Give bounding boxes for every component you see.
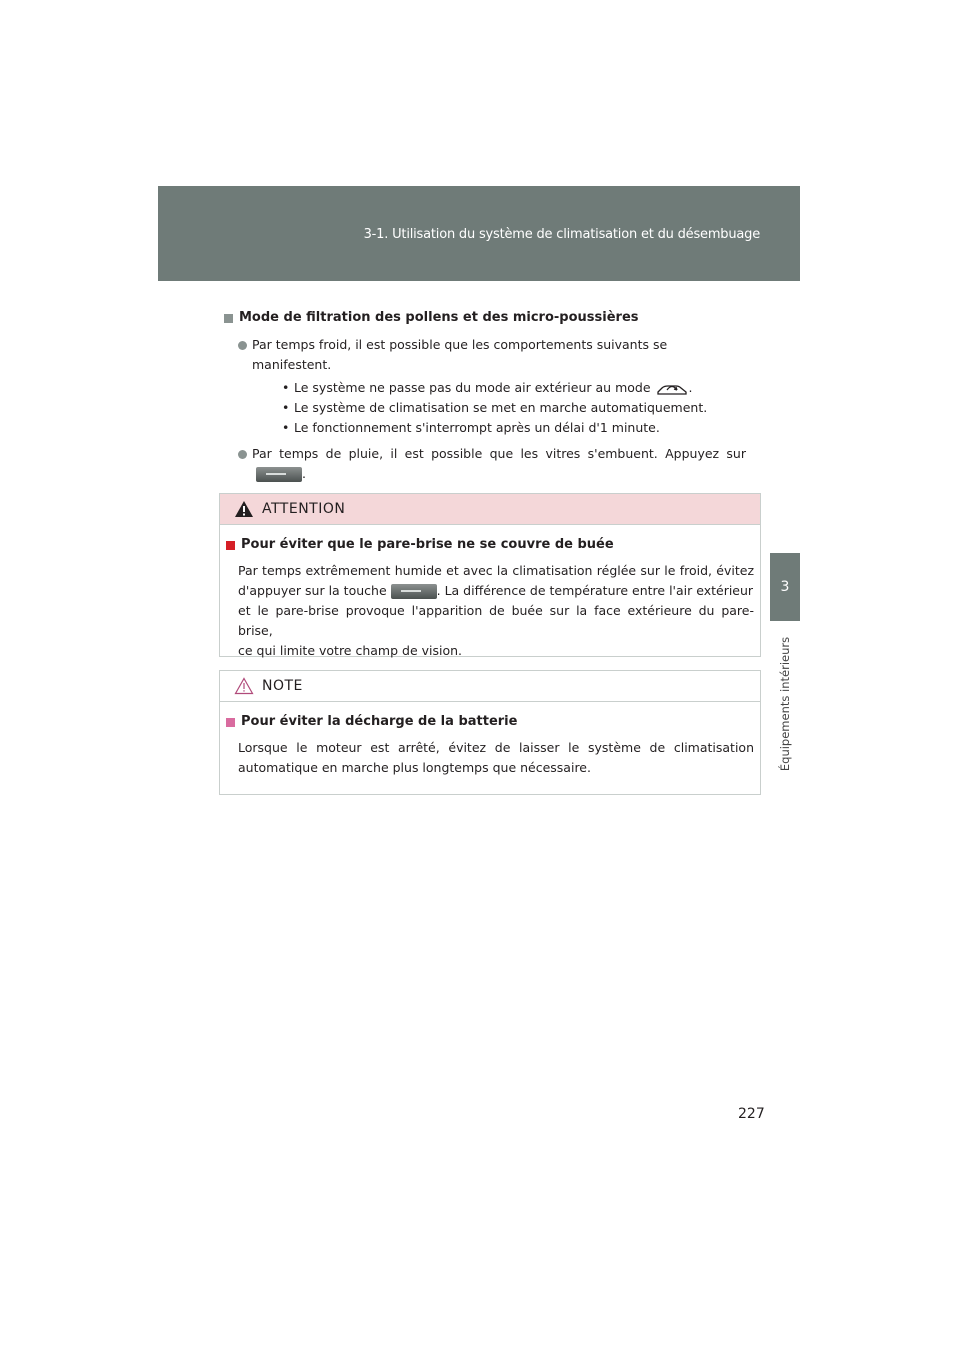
round-bullet-icon <box>238 450 247 459</box>
square-bullet-icon <box>224 314 233 323</box>
sub-list <box>252 378 746 438</box>
bullet-text-cold: Par temps froid, il est possible que les comportements suivants se manifestent. <box>252 337 668 372</box>
period: . <box>688 380 693 395</box>
chapter-tab-number: 3 <box>770 553 800 621</box>
attention-line-3: et le pare-brise provoque l'apparition de buée sur la face extérieure du pare-brise, <box>238 603 754 638</box>
attention-heading-text: Pour éviter que le pare-brise ne se couvre de buée <box>241 537 614 552</box>
sub-item-1 <box>252 378 746 398</box>
header-band <box>158 186 800 281</box>
attention-line-2 <box>238 581 754 601</box>
section-heading-text: Mode de filtration des pollens et des micro-poussières <box>239 310 639 325</box>
sub-item-1-text: Le système ne passe pas du mode air extérieur au mode <box>294 380 651 395</box>
bullet-item-cold <box>224 335 746 438</box>
sub-item-3 <box>252 418 746 438</box>
note-body <box>220 702 760 778</box>
chapter-tab-label <box>770 621 800 786</box>
chapter-title: 3-1. Utilisation du système de climatisation et du désembuage <box>363 227 760 242</box>
red-square-bullet-icon <box>226 541 235 550</box>
note-heading <box>226 712 754 732</box>
note-title: NOTE <box>262 678 303 694</box>
warning-triangle-icon <box>234 500 254 518</box>
attention-line-1: Par temps extrêmement humide et avec la climatisation réglée sur le froid, évitez <box>238 563 754 578</box>
attention-line-2b: . La différence de température entre l'air extérieur <box>436 583 754 598</box>
attention-body <box>220 525 760 661</box>
sub-item-2-text: Le système de climatisation se met en marche automatiquement. <box>294 400 708 415</box>
recirculated-air-mode-icon <box>655 381 689 397</box>
note-box <box>219 670 761 795</box>
note-paragraph: Lorsque le moteur est arrêté, évitez de laisser le système de climatisation automatique en marche plus longtemps que nécessaire. <box>238 740 754 775</box>
sub-item-3-text: Le fonctionnement s'interrompt après un délai d'1 minute. <box>294 420 660 435</box>
chapter-tab-label-text: Équipements intérieurs <box>778 636 792 771</box>
note-heading-text: Pour éviter la décharge de la batterie <box>241 714 518 729</box>
sub-bullet: • <box>282 420 290 435</box>
attention-header <box>220 494 760 525</box>
main-content <box>224 308 746 490</box>
windshield-defogger-button-icon <box>256 467 302 482</box>
attention-paragraph <box>226 561 754 661</box>
attention-line-4: ce qui limite votre champ de vision. <box>238 643 463 658</box>
attention-heading <box>226 535 754 555</box>
round-bullet-icon <box>238 341 247 350</box>
attention-line-2a: d'appuyer sur la touche <box>238 583 387 598</box>
bullet-text-rain: Par temps de pluie, il est possible que les vitres s'embuent. Appuyez sur <box>252 446 746 461</box>
sub-bullet: • <box>282 400 290 415</box>
note-triangle-icon <box>234 677 254 695</box>
attention-box <box>219 493 761 657</box>
page-number: 227 <box>738 1106 765 1122</box>
bullet-rain-line2 <box>252 464 746 484</box>
period: . <box>302 466 306 481</box>
windshield-defogger-button-icon <box>391 584 437 599</box>
note-header <box>220 671 760 702</box>
pink-square-bullet-icon <box>226 718 235 727</box>
sub-bullet: • <box>282 380 290 395</box>
bullet-item-rain <box>224 444 746 484</box>
attention-title: ATTENTION <box>262 501 346 517</box>
sub-item-2 <box>252 398 746 418</box>
section-heading <box>224 308 746 328</box>
